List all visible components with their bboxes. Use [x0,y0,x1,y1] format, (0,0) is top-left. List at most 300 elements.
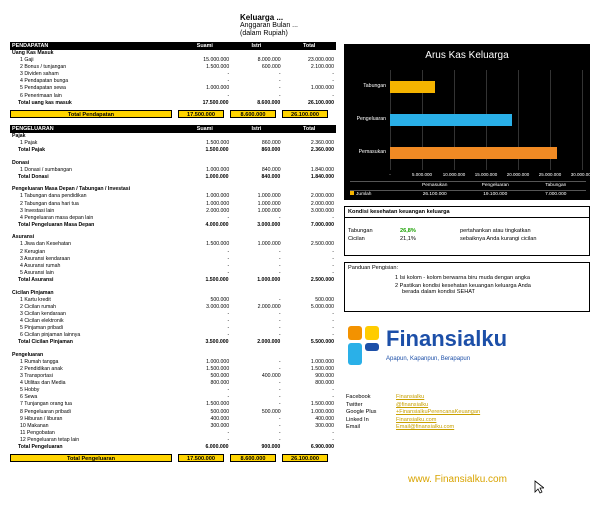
value-suami: - [227,394,230,401]
income-row-label: 3 Dividen saham [20,71,59,78]
x-tick-label: 30.000.000 [570,172,594,177]
expense-row [10,201,336,208]
value-istri: 8.000.000 [257,57,281,64]
value-istri: - [278,78,281,85]
x-tick-label: 10.000.000 [442,172,466,177]
value-suami: 300.000 [210,422,230,429]
expense-row-label: 5 Hobby [20,387,40,394]
value-suami: 1.000.000 [206,166,230,173]
contact-row [346,409,586,417]
value-istri: 600.000 [261,64,281,71]
expense-row [10,416,336,423]
financial-health-panel [344,206,590,256]
value-total: 2.100.000 [310,64,334,71]
category-title [10,290,336,297]
value-istri: - [278,332,281,339]
document-header [240,14,440,38]
expense-subtotal-label: Total Pajak [18,146,46,153]
value-total: 1.840.000 [310,173,334,180]
value-istri: 8.600.000 [257,99,281,106]
value-istri: 3.000.000 [257,221,281,228]
value-total: 500.000 [315,296,334,303]
value-total: - [332,269,334,276]
legend-swatch [350,191,354,195]
value-total: - [332,248,334,255]
y-category-label: Pemasukan [358,149,386,156]
value-suami: 2.000.000 [206,207,230,214]
section-header [10,125,336,133]
category-title [10,186,336,193]
income-row [10,57,336,64]
chart-data-table [350,181,586,199]
income-row-label: 4 Pendapatan bunga [20,78,69,85]
value-total: - [332,92,334,99]
income-subtotal-label: Total uang kas masuk [18,99,72,106]
expense-subtotal-label: Total Pengeluaran Masa Depan [18,221,95,228]
expense-subtotal [10,174,336,181]
grand-total-total: 26.100.000 [282,454,328,462]
value-istri: 840.000 [261,173,281,180]
y-category-label: Pengeluaran [356,116,386,122]
expense-row-label: 4 Asuransi rumah [20,262,61,269]
value-total: 7.000.000 [310,221,334,228]
x-tick-label: 5.000.000 [411,172,433,177]
health-pct: 26,8% [400,228,416,234]
cashflow-chart [344,44,594,200]
expense-subtotal [10,277,336,284]
value-total: - [332,325,334,331]
expense-row [10,140,336,147]
value-total: 2.500.000 [310,276,334,283]
expense-subtotal-label: Total Donasi [18,173,49,180]
income-row [10,78,336,85]
expense-row-label: 1 Rumah tangga [20,358,59,365]
value-istri: 2.000.000 [257,339,281,346]
chart-table-header: Tabungan [545,183,567,188]
value-total: 2.360.000 [310,146,334,153]
value-suami: 1.000.000 [206,85,230,92]
expense-row-label: 2 Pendidikan anak [20,365,63,372]
expense-row [10,256,336,263]
value-total: 2.500.000 [310,241,334,248]
value-total: - [332,394,334,401]
income-row-label: 6 Penerimaan lain [20,92,62,99]
expense-row [10,318,336,325]
value-suami: 1.500.000 [206,365,230,372]
value-istri: 500.000 [261,408,281,415]
value-suami: - [227,269,230,276]
grand-total-istri: 8.600.000 [230,454,276,462]
section-title: PENGELUARAN [12,125,54,132]
value-suami: 1.500.000 [205,276,229,283]
brand-tagline: Apapun, Kapanpun, Berapapun [386,356,471,362]
value-istri: - [278,365,281,372]
value-total: 1.000.000 [310,85,334,92]
contact-link[interactable]: @finansialku [396,401,429,408]
health-title: Kondisi kesehatan keuangan keluarga [345,207,589,218]
contact-label: Email [346,424,360,430]
value-suami: 500.000 [210,373,230,380]
expense-row-label: 4 Pengeluaran masa depan lain [20,214,94,221]
health-label: Tabungan [348,228,373,234]
value-total: - [332,317,334,324]
value-istri: - [278,255,281,262]
expense-row-label: 3 Asuransi kendaraan [20,255,71,262]
value-suami: - [227,310,230,317]
grand-total-label: Total Pendapatan [10,110,172,118]
value-total: 900.000 [315,373,334,380]
value-istri: - [278,358,281,365]
guide-panel [344,262,590,312]
budget-month: Anggaran Bulan ... [240,22,298,29]
value-suami: - [227,262,230,269]
value-total: - [332,255,334,262]
category-label: Donasi [12,159,30,166]
value-suami: 1.500.000 [206,139,230,146]
value-suami: 1.000.000 [206,358,230,365]
grand-total-row [10,454,336,462]
value-istri: 1.000.000 [257,207,281,214]
col-header: Total [302,125,316,132]
value-total: 400.000 [315,415,334,422]
grand-total-total: 26.100.000 [282,110,328,118]
value-total: 3.000.000 [310,207,334,214]
value-total: 2.000.000 [310,193,334,200]
value-istri: - [278,85,281,92]
value-total: 2.000.000 [310,200,334,207]
expense-row-label: 1 Pajak [20,139,38,146]
value-total: 1.840.000 [310,166,334,173]
section-title: PENDAPATAN [12,43,49,49]
income-row [10,85,336,92]
grand-total-label: Total Pengeluaran [10,454,172,462]
value-suami: 3.500.000 [205,339,229,346]
value-suami: 1.500.000 [205,146,229,153]
chart-table-value: 26.100.000 [422,192,447,197]
family-title: Keluarga ... [240,13,284,22]
grand-total-suami: 17.500.000 [178,454,224,462]
value-istri: - [278,71,281,78]
expense-row [10,332,336,339]
expense-row-label: 4 Utilitas dan Media [20,380,66,387]
expense-subtotal-label: Total Pengeluaran [18,444,63,450]
expense-row-label: 11 Pengobatan [20,429,55,436]
value-total: 23.000.000 [308,57,334,64]
expense-row-label: 2 Kerugian [20,248,46,255]
income-row-label: 1 Gaji [20,57,34,64]
contact-row [346,424,586,432]
value-total: 800.000 [315,380,334,387]
expense-row [10,387,336,394]
category-label: Asuransi [12,234,35,241]
value-suami: 1.000.000 [206,200,230,207]
value-suami: 17.500.000 [202,99,229,106]
chart-table-value: 19.100.000 [483,192,508,197]
expense-row [10,430,336,437]
expense-row [10,193,336,200]
expense-row [10,208,336,215]
guide-step: 1 Isi kolom - kolom berwarna biru muda dengan angka [395,275,530,281]
category-title [10,160,336,167]
category-title [10,50,336,57]
value-suami: 1.000.000 [206,193,230,200]
value-istri: - [278,317,281,324]
value-istri: 860.000 [261,139,281,146]
value-istri: - [278,429,281,436]
legend-label: Jumlah [356,192,372,197]
expense-row-label: 3 Investasi lain [20,207,55,214]
expense-row-label: 1 Jiwa dan Kesehatan [20,241,72,248]
value-istri: 1.000.000 [257,193,281,200]
expense-row [10,373,336,380]
chart-title: Arus Kas Keluarga [425,50,509,61]
value-istri: 840.000 [261,166,281,173]
value-suami: - [227,248,230,255]
value-total: - [332,387,334,394]
y-category-label: Tabungan [363,82,386,89]
expense-row-label: 5 Pinjaman pribadi [20,325,63,331]
value-istri: 1.000.000 [257,241,281,248]
value-total: - [332,310,334,317]
spacer [10,451,336,453]
x-tick-label: 20.000.000 [506,172,530,177]
health-pct: 21,1% [400,236,416,242]
brand-name: Finansialku [386,326,508,351]
contact-label: Facebook [346,394,371,400]
expense-row [10,394,336,401]
value-istri: 2.000.000 [257,303,281,310]
value-total: 26.100.000 [308,99,334,106]
expense-row-label: 7 Tunjangan orang tua [20,401,72,408]
value-suami: 3.000.000 [206,303,230,310]
expense-row-label: 3 Transportasi [20,373,53,380]
expense-row-label: 2 Cicilan rumah [20,303,57,310]
value-istri: - [278,310,281,317]
contact-row [346,402,586,410]
contact-link[interactable]: Email@finansialku.com [396,424,455,430]
expense-row [10,304,336,311]
x-tick-label: 25.000.000 [538,172,562,177]
value-total: 5.000.000 [310,303,334,310]
section-header [10,42,336,50]
income-subtotal [10,100,336,107]
expense-row [10,249,336,256]
guide-step: berada dalam kondisi SEHAT [402,289,475,295]
value-istri: - [278,380,281,387]
contact-link[interactable]: +FinansialkuPerencanaKeuangan [396,409,481,415]
expense-row [10,325,336,332]
value-suami: - [227,436,230,443]
bar [390,114,512,126]
value-total: - [332,436,334,443]
health-note: sebaiknya Anda kurangi cicilan [460,236,537,242]
value-suami: - [227,255,230,262]
value-total: 1.000.000 [310,408,334,415]
expense-subtotal [10,147,336,154]
guide-title: Panduan Pengisian: [348,265,399,271]
value-istri: - [278,262,281,269]
value-total: - [332,78,334,85]
expense-row-label: 2 Tabungan dana hari tua [20,200,79,207]
expense-row [10,297,336,304]
value-istri: - [278,325,281,331]
income-row-label: 2 Bonus / tunjangan [20,64,67,71]
value-suami: - [227,332,230,339]
expense-row-label: 1 Tabungan dana pendidikan [20,193,87,200]
contact-row [346,417,586,425]
x-tick-label: - [389,172,391,177]
currency-unit: (dalam Rupiah) [240,30,288,37]
value-suami: - [227,387,230,394]
value-suami: 1.000.000 [205,173,229,180]
value-istri: 1.000.000 [257,200,281,207]
value-istri: - [278,422,281,429]
expense-row [10,241,336,248]
value-total: 1.500.000 [310,401,334,408]
chart-table-value: 7.000.000 [545,192,567,197]
health-note: pertahankan atau tingkatkan [460,228,531,234]
value-total: 1.500.000 [310,365,334,372]
budget-table [10,42,336,463]
income-row [10,71,336,78]
value-istri: 900.000 [261,444,281,450]
expense-row [10,167,336,174]
expense-row [10,263,336,270]
category-title [10,352,336,359]
value-suami: 1.500.000 [206,64,230,71]
value-total: 6.900.000 [310,444,334,450]
value-total: 300.000 [315,422,334,429]
value-suami: 15.000.000 [203,57,230,64]
contact-link[interactable]: Finansialku.com [396,416,437,423]
value-suami: 800.000 [210,380,230,387]
category-title [10,133,336,140]
value-istri: - [278,436,281,443]
cursor-icon [534,480,544,494]
expense-subtotal-label: Total Cicilan Pinjaman [18,339,73,346]
logo-mark-icon [346,324,382,368]
value-total: - [332,262,334,269]
expense-row [10,437,336,444]
col-header: Suami [196,125,213,132]
value-suami: 1.500.000 [206,241,230,248]
expense-row [10,270,336,277]
value-istri: 400.000 [261,373,281,380]
value-total: 5.500.000 [310,339,334,346]
bar [390,147,557,159]
value-istri: - [278,394,281,401]
category-title [10,234,336,241]
value-istri: 860.000 [261,146,281,153]
expense-row-label: 8 Pengeluaran pribadi [20,408,71,415]
value-total: 2.360.000 [310,139,334,146]
contact-row [346,394,586,402]
category-label: Pajak [12,132,26,139]
value-istri: - [278,387,281,394]
value-total: 1.000.000 [310,358,334,365]
income-row [10,93,336,100]
col-header: Suami [196,43,213,49]
value-suami: - [227,71,230,78]
category-label: Uang Kas Masuk [12,50,54,56]
value-suami: - [227,92,230,99]
value-suami: 1.500.000 [206,401,230,408]
spacer [10,107,336,109]
expense-row-label: 10 Makanan [20,422,49,429]
expense-subtotal [10,339,336,346]
col-header: Istri [251,125,262,132]
value-istri: - [278,92,281,99]
value-suami: - [227,429,230,436]
value-istri: - [278,296,281,303]
expense-row [10,215,336,222]
expense-row-label: 12 Pengeluaran tetap lain [20,436,80,443]
col-header: Total [302,43,316,49]
col-header: Istri [251,43,262,49]
expense-row-label: 4 Cicilan elektronik [20,317,64,324]
expense-row [10,311,336,318]
value-istri: - [278,248,281,255]
bar [390,81,435,93]
grand-total-suami: 17.500.000 [178,110,224,118]
contact-label: Google Plus [346,409,377,415]
chart-table-header: Pengeluaran [481,183,509,188]
value-suami: - [227,78,230,85]
expense-row-label: 3 Cicilan kendaraan [20,310,66,317]
expense-subtotal-label: Total Asuransi [18,276,54,283]
grand-total-row [10,110,336,118]
value-suami: 500.000 [210,408,230,415]
x-tick-label: 15.000.000 [474,172,498,177]
website-link[interactable]: www. Finansialku.com [408,474,507,485]
value-istri: - [278,415,281,422]
expense-row-label: 1 Donasi / sumbangan [20,166,72,173]
expense-subtotal [10,222,336,229]
contact-label: Linked In [346,416,369,423]
expense-row [10,409,336,416]
chart-table-header: Pemasukan [422,183,448,188]
value-total: - [332,332,334,339]
income-row-label: 5 Pendapatan sewa [20,85,66,92]
category-label: Pengeluaran [12,351,44,358]
health-label: Cicilan [348,236,365,242]
grand-total-istri: 8.600.000 [230,110,276,118]
category-label: Pengeluaran Masa Depan / Tabungan / Investasi [12,186,131,193]
expense-row [10,423,336,430]
expense-row-label: 6 Sewa [20,394,38,401]
value-istri: 1.000.000 [257,276,281,283]
value-istri: - [278,214,281,221]
contacts-list [346,394,586,432]
guide-step: 2 Pastikan kondisi kesehatan keuangan keluarga Anda [395,283,531,289]
value-suami: - [227,317,230,324]
value-total: - [332,71,334,78]
contact-label: Twitter [346,401,363,408]
income-row [10,64,336,71]
value-total: - [332,214,334,221]
value-istri: - [278,269,281,276]
value-suami: 500.000 [210,296,230,303]
expense-row [10,380,336,387]
value-istri: - [278,401,281,408]
expense-row-label: 9 Hiburan / liburan [20,415,63,422]
value-suami: 6.000.000 [205,444,229,450]
expense-row [10,359,336,366]
expense-row-label: 6 Cicilan pinjaman lainnya [20,332,81,339]
contact-link[interactable]: Finansialku [396,394,425,400]
expense-row [10,366,336,373]
gridline [582,70,583,170]
